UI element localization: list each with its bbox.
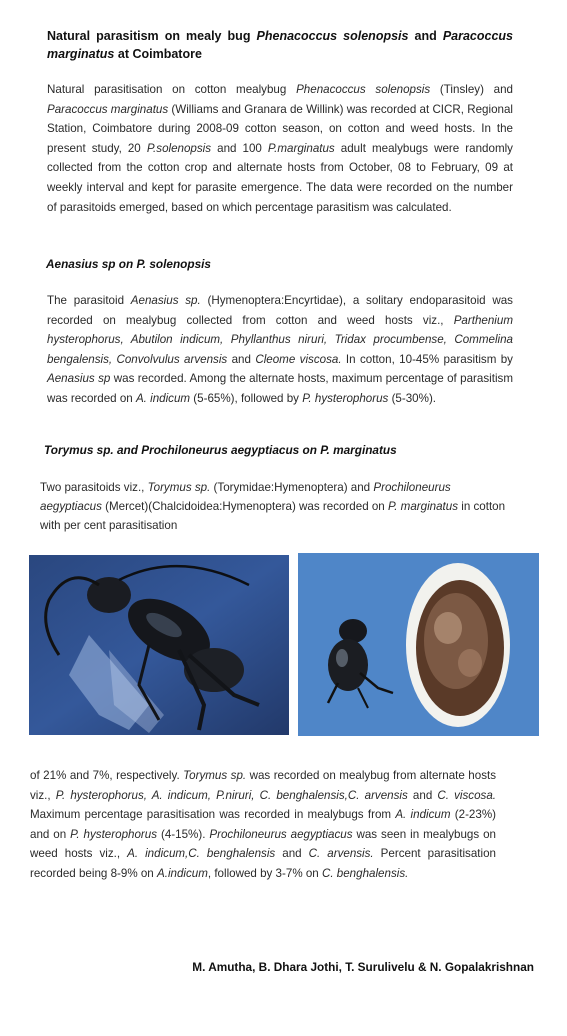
photo-aenasius-wasp — [29, 555, 289, 735]
intro-paragraph: Natural parasitisation on cotton mealybug Phenacoccus solenopsis (Tinsley) and Paracoccus marginatus (Williams and Granara de Willink) was recorded at CICR, Regional Station, Coimbatore during 2008-09 cotton season, on cotton and weed hosts. In the present study, 20 P.solenopsis and 100 P.marginatus adult mealybugs were randomly collected from the cotton crop and alternate hosts from October, 08 to February, 09 at weekly interval and kept for parasite emergence. The data were recorded on the number of parasitoids emerged, based on which percentage parasitism was calculated. — [47, 83, 513, 214]
torymus-paragraph: Two parasitoids viz., Torymus sp. (Torymidae:Hymenoptera) and Prochiloneurus aegyptiacus (Mercet)(Chalcidoidea:Hymenoptera) was recorded on P. marginatus in cotton with per cent parasitisation — [40, 481, 506, 532]
results-paragraph: of 21% and 7%, respectively. Torymus sp. was recorded on mealybug from alternate hosts viz., P. hysterophorus, A. indicum, P.niruri, C. benghalensis,C. arvensis and C. viscosa. Maximum percentage parasitisation was recorded in mealybugs from A. indicum (2-23%) and on P. hysterophorus (4-15%). Prochiloneurus aegyptiacus was seen in mealybugs on weed hosts viz., A. indicum,C. benghalensis and C. arvensis. Percent parasitisation recorded being 8-9% on A.indicum, followed by 3-7% on C. benghalensis. — [30, 769, 497, 880]
author-list: M. Amutha, B. Dhara Jothi, T. Surulivelu & N. Gopalakrishnan — [192, 960, 534, 974]
aenasius-paragraph: The parasitoid Aenasius sp. (Hymenoptera:Encyrtidae), a solitary endoparasitoid was recorded on mealybug collected from cotton and weed hosts viz., Parthenium hysterophorus, Abutilon indicum, Phyllanthus niruri, Tridax procumbense, Commelina bengalensis, Convolvulus arvensis and Cleome viscosa. In cotton, 10-45% parasitism by Aenasius sp was recorded. Among the alternate hosts, maximum percentage of parasitism was recorded on A. indicum (5-65%), followed by P. hysterophorus (5-30%). — [47, 294, 513, 405]
photo-parasitoid-and-mummy — [298, 553, 539, 736]
section-heading-aenasius: Aenasius sp on P. solenopsis — [46, 257, 211, 271]
article-title: Natural parasitism on mealy bug Phenacoccus solenopsis and Paracoccus marginatus at Coimbatore — [47, 29, 513, 61]
section-heading-torymus: Torymus sp. and Prochiloneurus aegyptiacus on P. marginatus — [44, 443, 397, 457]
